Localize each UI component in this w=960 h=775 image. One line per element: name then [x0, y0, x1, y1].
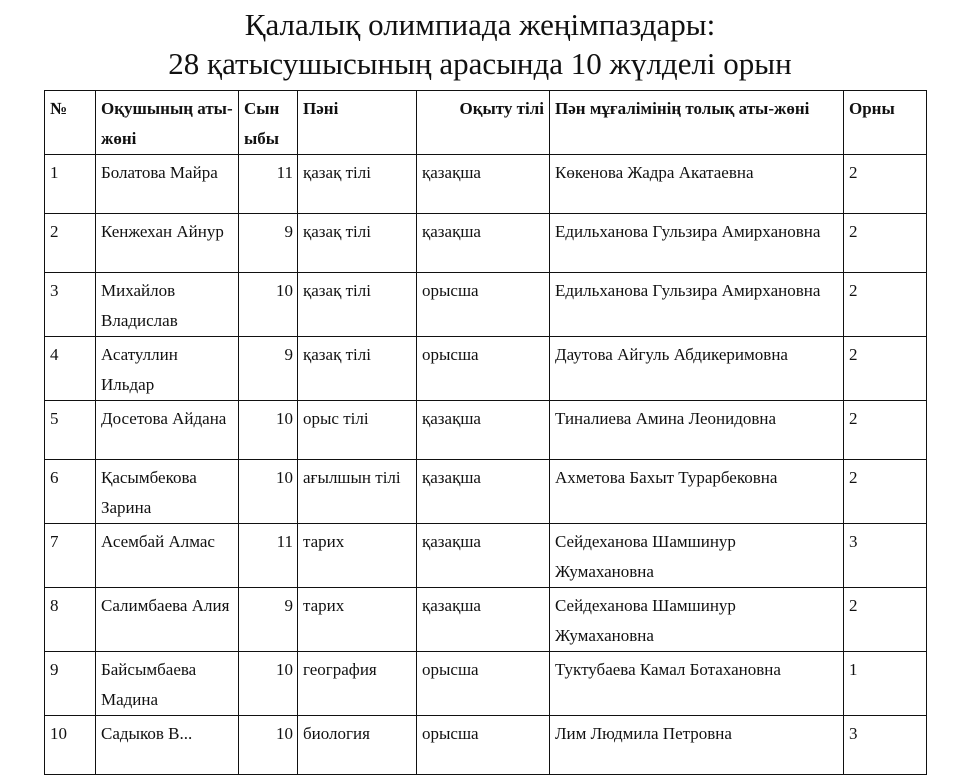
- cell-subject: қазақ тілі: [298, 337, 417, 401]
- cell-teacher: Тиналиева Амина Леонидовна: [550, 401, 844, 460]
- cell-subject: қазақ тілі: [298, 273, 417, 337]
- cell-teacher: Ахметова Бахыт Турарбековна: [550, 460, 844, 524]
- cell-student-name: Салимбаева Алия: [96, 588, 239, 652]
- cell-teacher: Сейдеханова Шамшинур Жумахановна: [550, 524, 844, 588]
- header-teacher: Пән мұғалімінің толық аты-жөні: [550, 91, 844, 155]
- cell-student-name: Асембай Алмас: [96, 524, 239, 588]
- cell-subject: орыс тілі: [298, 401, 417, 460]
- header-subject: Пәні: [298, 91, 417, 155]
- page-title-line-1: Қалалық олимпиада жеңімпаздары:: [244, 7, 716, 42]
- cell-language: орысша: [417, 337, 550, 401]
- table-row: [45, 460, 927, 524]
- cell-grade: 10: [239, 401, 298, 460]
- cell-no: 2: [45, 214, 96, 273]
- cell-no: 7: [45, 524, 96, 588]
- cell-no: 3: [45, 273, 96, 337]
- cell-no: 8: [45, 588, 96, 652]
- cell-language: қазақша: [417, 524, 550, 588]
- cell-student-name: Болатова Майра: [96, 155, 239, 214]
- cell-student-name: Михайлов Владислав: [96, 273, 239, 337]
- cell-place: 3: [844, 524, 927, 588]
- header-language: Оқыту тілі: [417, 91, 550, 155]
- cell-subject: ағылшын тілі: [298, 460, 417, 524]
- cell-grade: 10: [239, 460, 298, 524]
- cell-language: қазақша: [417, 155, 550, 214]
- cell-teacher: Лим Людмила Петровна: [550, 716, 844, 775]
- cell-no: 5: [45, 401, 96, 460]
- header-place: Орны: [844, 91, 927, 155]
- cell-teacher: Даутова Айгуль Абдикеримовна: [550, 337, 844, 401]
- cell-teacher: Туктубаева Камал Ботахановна: [550, 652, 844, 716]
- cell-subject: қазақ тілі: [298, 214, 417, 273]
- cell-language: қазақша: [417, 588, 550, 652]
- cell-place: 2: [844, 337, 927, 401]
- table-row: [45, 652, 927, 716]
- cell-place: 2: [844, 273, 927, 337]
- cell-place: 2: [844, 401, 927, 460]
- cell-place: 3: [844, 716, 927, 775]
- cell-student-name: Қасымбекова Зарина: [96, 460, 239, 524]
- cell-no: 6: [45, 460, 96, 524]
- table-row: [45, 401, 927, 460]
- cell-student-name: Кенжехан Айнур: [96, 214, 239, 273]
- cell-no: 4: [45, 337, 96, 401]
- cell-place: 2: [844, 588, 927, 652]
- cell-teacher: Едильханова Гульзира Амирхановна: [550, 214, 844, 273]
- table-row: [45, 273, 927, 337]
- table-row: [45, 588, 927, 652]
- cell-grade: 9: [239, 337, 298, 401]
- cell-grade: 10: [239, 716, 298, 775]
- winners-table: [44, 90, 927, 775]
- cell-no: 10: [45, 716, 96, 775]
- table-row: [45, 337, 927, 401]
- cell-student-name: Досетова Айдана: [96, 401, 239, 460]
- header-student-name: Оқушының аты-жөні: [96, 91, 239, 155]
- cell-grade: 10: [239, 652, 298, 716]
- header-grade: Сын ыбы: [239, 91, 298, 155]
- table-row: [45, 716, 927, 775]
- cell-language: орысша: [417, 716, 550, 775]
- cell-language: орысша: [417, 652, 550, 716]
- cell-student-name: Садыков В...: [96, 716, 239, 775]
- cell-grade: 9: [239, 214, 298, 273]
- cell-grade: 11: [239, 155, 298, 214]
- table-header-row: [45, 91, 927, 155]
- cell-subject: биология: [298, 716, 417, 775]
- cell-language: орысша: [417, 273, 550, 337]
- cell-grade: 11: [239, 524, 298, 588]
- cell-language: қазақша: [417, 214, 550, 273]
- cell-no: 9: [45, 652, 96, 716]
- cell-language: қазақша: [417, 401, 550, 460]
- cell-place: 2: [844, 460, 927, 524]
- cell-subject: қазақ тілі: [298, 155, 417, 214]
- cell-place: 2: [844, 214, 927, 273]
- cell-no: 1: [45, 155, 96, 214]
- cell-teacher: Сейдеханова Шамшинур Жумахановна: [550, 588, 844, 652]
- cell-language: қазақша: [417, 460, 550, 524]
- cell-subject: тарих: [298, 524, 417, 588]
- cell-place: 1: [844, 652, 927, 716]
- cell-place: 2: [844, 155, 927, 214]
- cell-subject: тарих: [298, 588, 417, 652]
- cell-teacher: Едильханова Гульзира Амирхановна: [550, 273, 844, 337]
- cell-student-name: Асатуллин Ильдар: [96, 337, 239, 401]
- table-row: [45, 214, 927, 273]
- cell-teacher: Көкенова Жадра Акатаевна: [550, 155, 844, 214]
- table-row: [45, 155, 927, 214]
- cell-grade: 9: [239, 588, 298, 652]
- cell-subject: география: [298, 652, 417, 716]
- cell-grade: 10: [239, 273, 298, 337]
- cell-student-name: Байсымбаева Мадина: [96, 652, 239, 716]
- header-no: №: [45, 91, 96, 155]
- table-row: [45, 524, 927, 588]
- page-title-line-2: 28 қатысушысының арасында 10 жүлделі орын: [168, 46, 792, 81]
